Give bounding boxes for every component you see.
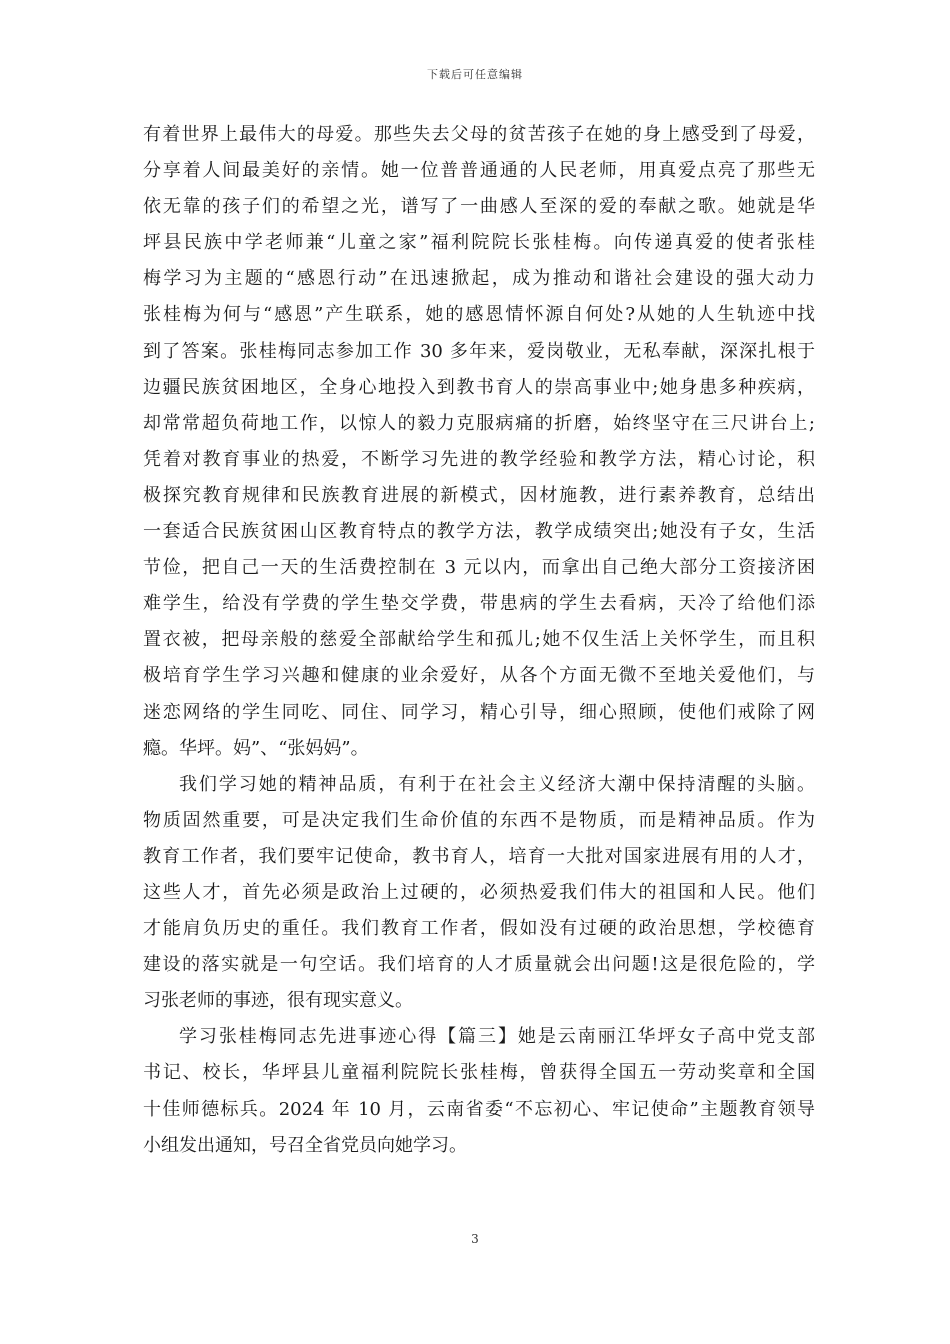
paragraph-1 — [143, 117, 815, 767]
page-header: 下载后可任意编辑 — [427, 68, 523, 81]
page-number: 3 — [471, 1232, 479, 1246]
text-line: 张桂梅为何与“感恩”产生联系，她的感恩情怀源自何处?从她的人生轨迹中找 — [143, 304, 815, 326]
text-line: 坪县民族中学老师兼“儿童之家”福利院院长张桂梅。向传递真爱的使者张桂 — [143, 232, 815, 254]
document-body — [143, 117, 815, 1164]
text-line: 有着世界上最伟大的母爱。那些失去父母的贫苦孩子在她的身上感受到了母爱， — [143, 124, 815, 145]
text-line: 难学生，给没有学费的学生垫交学费，带患病的学生去看病，天冷了给他们添 — [143, 593, 815, 615]
text-line: 极培育学生学习兴趣和健康的业余爱好，从各个方面无微不至地关爱他们，与 — [143, 665, 815, 687]
text-line: 教育工作者，我们要牢记使命，教书育人，培育一大批对国家进展有用的人才， — [143, 845, 815, 867]
text-line: 置衣被，把母亲般的慈爱全部献给学生和孤儿;她不仅生活上关怀学生，而且积 — [143, 629, 815, 651]
text-line: 瘾。华坪。妈”、“张妈妈”。 — [143, 737, 369, 759]
text-line: 一套适合民族贫困山区教育特点的教学方法，教学成绩突出;她没有子女，生活 — [143, 521, 815, 543]
text-line: 分享着人间最美好的亲情。她一位普普通通的人民老师，用真爱点亮了那些无 — [143, 160, 815, 182]
text-line: 依无靠的孩子们的希望之光，谱写了一曲感人至深的爱的奉献之歌。她就是华 — [143, 196, 815, 218]
text-line: 这些人才，首先必须是政治上过硬的，必须热爱我们伟大的祖国和人民。他们 — [143, 881, 815, 903]
text-line: 梅学习为主题的“感恩行动”在迅速掀起，成为推动和谐社会建设的强大动力 — [143, 268, 815, 290]
text-line: 边疆民族贫困地区，全身心地投入到教书育人的崇高事业中;她身患多种疾病， — [143, 376, 815, 398]
text-line: 建设的落实就是一句空话。我们培育的人才质量就会出问题!这是很危险的，学 — [143, 954, 815, 976]
text-line: 才能肩负历史的重任。我们教育工作者，假如没有过硬的政治思想，学校德育 — [143, 918, 815, 940]
text-line: 书记、校长，华坪县儿童福利院院长张桂梅，曾获得全国五一劳动奖章和全国 — [143, 1062, 815, 1084]
text-line: 却常常超负荷地工作，以惊人的毅力克服病痛的折磨，始终坚守在三尺讲台上; — [143, 412, 815, 434]
text-line: 凭着对教育事业的热爱，不断学习先进的教学经验和教学方法，精心讨论，积 — [143, 448, 815, 470]
text-line: 十佳师德标兵。2024 年 10 月，云南省委“不忘初心、牢记使命”主题教育领导 — [143, 1098, 815, 1120]
text-line: 学习张桂梅同志先进事迹心得【篇三】她是云南丽江华坪女子高中党支部 — [179, 1026, 815, 1048]
paragraph-2 — [143, 767, 815, 1020]
text-line: 我们学习她的精神品质，有利于在社会主义经济大潮中保持清醒的头脑。 — [179, 773, 815, 795]
text-line: 节俭，把自己一天的生活费控制在 3 元以内，而拿出自己绝大部分工资接济困 — [143, 557, 815, 579]
text-line: 物质固然重要，可是决定我们生命价值的东西不是物质，而是精神品质。作为 — [143, 809, 815, 831]
paragraph-3 — [143, 1019, 815, 1163]
text-line: 极探究教育规律和民族教育进展的新模式，因材施教，进行素养教育，总结出 — [143, 484, 815, 506]
text-line: 到了答案。张桂梅同志参加工作 30 多年来，爱岗敬业，无私奉献，深深扎根于 — [143, 340, 815, 362]
text-line: 迷恋网络的学生同吃、同住、同学习，精心引导，细心照顾，使他们戒除了网 — [143, 701, 815, 723]
text-line: 习张老师的事迹，很有现实意义。 — [143, 990, 413, 1012]
text-line: 小组发出通知，号召全省党员向她学习。 — [143, 1134, 467, 1156]
